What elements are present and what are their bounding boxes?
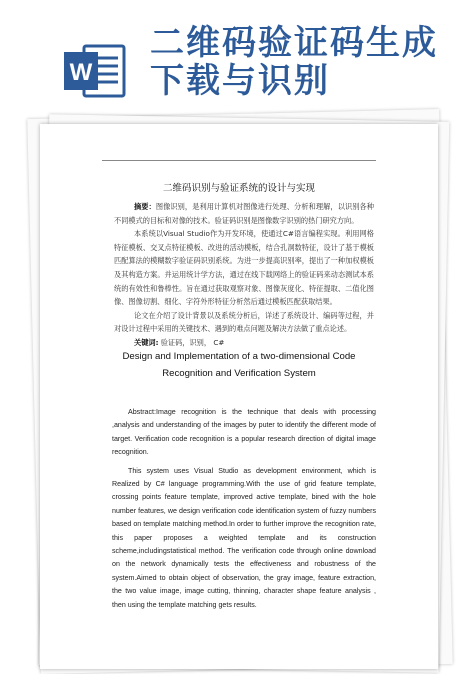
cn-paragraph-3: 论文在介绍了设计背景以及系统分析后，详述了系统设计、编码等过程，并对设计过程中采用的关键技术、遇到的难点问题及解决方法做了重点论述。: [114, 310, 374, 334]
page-title: [150, 24, 470, 100]
cn-abstract-label: 摘要：: [134, 202, 156, 211]
en-abstract-text: Image recognition is the technique that deals with processing ,analysis and understanding of the images by puter to identify the different mode of target. Verification code recognition is a popular research direction of digital image recognition.: [112, 408, 376, 457]
cn-abstract-text: 图像识别，是利用计算机对图像进行处理、分析和理解，以识别各种不同模式的目标和对像的技术。验证码识别是图像数字识别的热门研究方向。: [114, 202, 374, 225]
page-title-line-1: 二维码验证码生成: [150, 23, 438, 63]
en-abstract-paragraph: [112, 406, 376, 460]
en-paragraph-2: This system uses Visual Studio as development environment, which is Realized by C# language programming.With the use of grid feature template, crossing points feature template, improved active template, bined with the hole number features, we design verification code identification system of fuzzy numbers based on template matching method.In order to further improve the recognition rate, this paper proposes a weighted template and its construction scheme,includingstatistical method. The verification code through online download on the network dynamically tests the effectiveness and robustness of the system.Aimed to obtain object of observation, the gray image, feature extraction, the two value image, image cutting, thinning, character shape feature analysis , then using the template matching gets results.: [112, 466, 376, 609]
word-logo-letter: W: [69, 59, 93, 86]
en-abstract-label: Abstract:: [128, 408, 156, 416]
page-title-line-2: 下载与识别: [150, 61, 330, 101]
header-rule: [102, 160, 376, 161]
document-preview: [40, 124, 438, 669]
cn-keywords-label: 关键词:: [134, 337, 159, 347]
cn-keywords-text: 验证码，识别， C#: [160, 337, 225, 347]
cn-title: 二维码识别与验证系统的设计与实现: [162, 183, 315, 194]
en-title-line-2: Recognition and Verification System: [162, 368, 316, 379]
en-title-line-1: Design and Implementation of a two-dimensional Code: [122, 351, 356, 362]
cn-abstract-paragraph: [114, 200, 374, 227]
cn-paragraph-2: 本系统以Visual Studio作为开发环境，使通过C#语言编程实现。利用网格特征模板、交叉点特征模板、改进的活动模板，结合孔洞数特征，设计了基于模板匹配算法的模糊数字验证码识别系统。为进一步提高识别率，提出了一种加权模板及其构造方案。并运用统计学方法，通过在线下载网络上的验证码来动态测试本系统的有效性和鲁棒性。旨在通过获取观察对象、图像灰度化、特征提取、二值化图像、图像切割、细化、字符外形特征分析然后通过模板匹配获取结果。: [114, 229, 374, 307]
cn-abstract-block: [114, 200, 374, 350]
word-logo-icon: [62, 38, 128, 104]
en-title: [100, 348, 378, 382]
en-abstract-block: [112, 406, 376, 612]
